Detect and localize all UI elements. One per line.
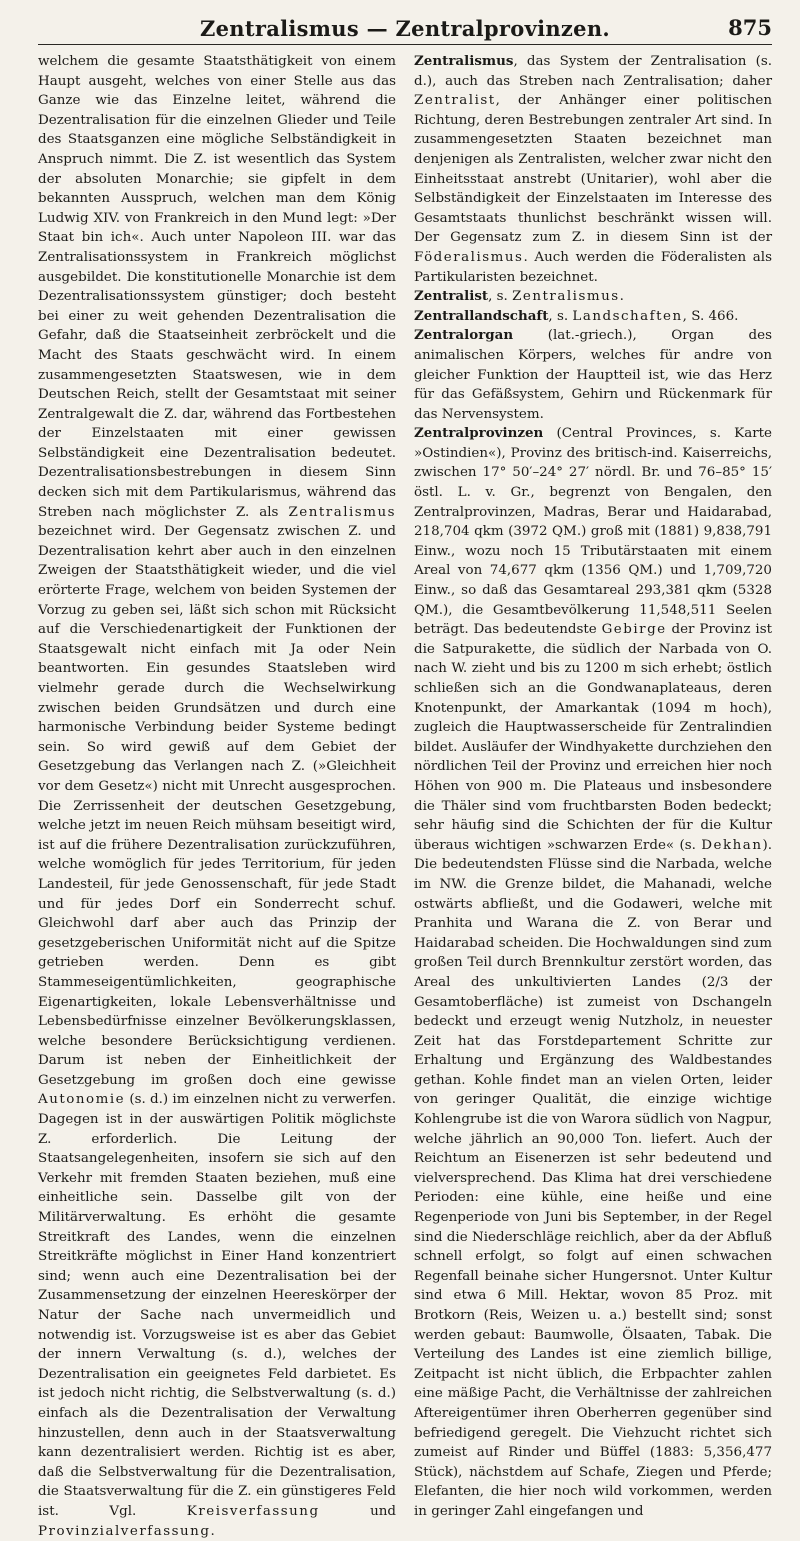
cross-reference: Provinzialverfassung (38, 1523, 211, 1539)
entry-zentralismus (414, 52, 772, 287)
text-run: der Provinz ist die Satpurakette, die südlich der Narbada von O. nach W. zieht und bis zu 1200 m sich erhebt; östlich schließen sich an die Gondwanaplateaus, deren Knotenpunkt, der Amarkantak (1094 m hoch), zugleich die Hauptwasserscheide für Zentralindien bildet. Ausläufer der Windhyakette durchziehen den nördlichen Teil der Provinz und erreichen hier noch Höhen von 900 m. Die Plateaus und insbesondere die Thäler sind vom fruchtbarsten Boden bedeckt; sehr häufig sind die Schichten der für die Kultur überaus wichtigen »schwarzen Erde« (s. (414, 622, 772, 853)
text-run: und (319, 1503, 396, 1519)
text-run: ). Die bedeutendsten Flüsse sind die Narbada, welche im NW. die Grenze bildet, die Mahanadi, welche ostwärts abfließt, und die Godaweri, welche mit Pranhita und Warana die Z. von Berar und Haidarabad scheiden. Die Hochwaldungen sind zum großen Teil durch Brennkultur zerstört worden, das Areal des unkultivierten Landes (2/3 der Gesamtoberfläche) ist zumeist von Dschangeln bedeckt und erzeugt wenig Nutzholz, in neuester Zeit hat das Forstdepartement Schritte zur Erhaltung und Ergänzung des Waldbestandes gethan. Kohle findet man an vielen Orten, leider von geringer Qualität, die einzige wichtige Kohlengrube ist die von Warora südlich von Nagpur, welche jährlich an 90,000 Ton. liefert. Auch der Reichtum an Eisenerzen ist sehr bedeutend und vielversprechend. Das Klima hat drei verschiedene Perioden: eine kühle, eine heiße und eine Regenperiode von Juni bis September, in der Regel sind die Niederschläge reichlich, aber da der Abfluß schnell erfolgt, so folgt auf einen schwachen Regenfall beinahe sicher Hungersnot. Unter Kultur sind etwa 6 Mill. Hektar, wovon 85 Proz. mit Brotkorn (Reis, Weizen u. a.) bestellt sind; sonst werden gebaut: Baumwolle, Ölsaaten, Tabak. Die Verteilung des Landes ist eine ziemlich billige, Zeitpacht ist nicht üblich, die Erbpachter zahlen eine mäßige Pacht, die Verhältnisse der zahlreichen Aftereigentümer ihren Oberherren gegenüber sind befriedigend geregelt. Die Viehzucht richtet sich zumeist auf Rinder und Büffel (1883: 5,356,477 Stück), nächstdem auf Schafe, Ziegen und Pferde; Elefanten, die hier noch wild vorkommen, werden in geringer Zahl eingefangen und (414, 837, 772, 1519)
entry-lemma: Zentralist (414, 288, 489, 305)
text-run: bezeichnet wird. Der Gegensatz zwischen Z. und Dezentralisation kehrt aber auch in den einzelnen Zweigen der Staatsthätigkeit wieder, und die viel erörterte Frage, welchem von beiden Systemen der Vorzug zu geben sei, läßt sich schon mit Rücksicht auf die Verschiedenartigkeit der Funktionen der Staatsgewalt nicht einfach mit Ja oder Nein beantworten. Ein gesundes Staatsleben wird vielmehr gerade durch die Wechselwirkung zwischen beiden Grundsätzen und durch eine harmonische Verbindung beider Systeme bedingt sein. So wird gewiß auf dem Gebiet der Gesetzgebung das Verlangen nach Z. (»Gleichheit vor dem Gesetz«) nicht mit Unrecht ausgesprochen. Die Zerrissenheit der deutschen Gesetzgebung, welche jetzt im neuen Reich mühsam beseitigt wird, ist auf die frühere Dezentralisation zurückzuführen, welche womöglich für jedes Territorium, für jeden Landesteil, für jede Genossenschaft, für jede Stadt und für jedes Dorf ein Sonderrecht schuf. Gleichwohl darf aber auch das Prinzip der gesetzgeberischen Uniformität nicht auf die Spitze getrieben werden. Denn es gibt Stammeseigentümlichkeiten, geographische Eigenartigkeiten, lokale Lebensverhältnisse und Lebensbedürfnisse einzelner Bevölkerungsklassen, welche besondere Berücksichtigung verdienen. Darum ist neben der Einheitlichkeit der Gesetzgebung im großen doch eine gewisse (38, 524, 396, 1088)
text-run: , das System der Zentralisation (s. d.), auch das Streben nach Zentralisation; daher (414, 54, 772, 89)
text-run: . Auch werden die Föderalisten als Partikularisten bezeichnet. (414, 249, 772, 285)
text-run: (s. d.) im einzelnen nicht zu verwerfen. Dagegen ist in der auswärtigen Politik möglichste Z. erforderlich. Die Leitung der Staatsangelegenheiten, insofern sie sich auf den Verkehr mit fremden Staaten beziehen, muß eine einheitliche sein. Dasselbe gilt von der Militärverwaltung. Es erhöht die gesamte Streitkraft des Landes, wenn die einzelnen Streitkräfte möglichst in Einer Hand konzentriert sind; wenn auch eine Dezentralisation bei der Zusammensetzung der einzelnen Heereskörper der Natur der Sache nach unvermeidlich und notwendig ist. Vorzugsweise ist es aber das Gebiet der innern Verwaltung (s. d.), welches der Dezentralisation ein geeignetes Feld darbietet. Es ist jedoch nicht richtig, die Selbstverwaltung (s. d.) einfach als die Dezentralisation der Verwaltung hinzustellen, denn auch in der Staatsverwaltung kann dezentralisiert werden. Richtig ist es aber, daß die Selbstverwaltung für die Dezentralisation, die Staatsverwaltung für die Z. ein günstigeres Feld ist. Vgl. (38, 1092, 397, 1519)
left-column (38, 52, 397, 1539)
spaced-term: Föderalismus (414, 249, 524, 265)
spaced-term: Gebirge (601, 622, 667, 638)
entry-lemma: Zentralprovinzen (414, 425, 544, 442)
entry-zentralorgan (414, 326, 772, 424)
entry-lemma: Zentrallandschaft (414, 307, 549, 324)
running-title: Zentralismus — Zentralprovinzen. (199, 16, 610, 41)
cross-reference: Kreisverfassung (186, 1503, 320, 1519)
text-run: , der Anhänger einer politischen Richtung, deren Bestrebungen zentraler Art sind. In zusammengesetzten Staaten bezeichnet man denjenigen als Zentralisten, welcher zwar nicht den Einheitsstaat anstrebt (Unitarier), wohl aber die Selbständigkeit der Einzelstaaten im Interesse des Gesamtstaats thunlichst beschränkt wissen will. Der Gegensatz zum Z. in diesem Sinn ist der (414, 93, 772, 246)
entry-lemma: Zentralorgan (414, 327, 514, 344)
right-column (414, 52, 772, 1519)
page-number: 875 (728, 15, 772, 40)
spaced-term: Zentralismus (288, 504, 396, 520)
entry-zentralist (414, 287, 772, 307)
text-run: welchem die gesamte Staatsthätigkeit von einem Haupt ausgeht, welches von einer Stelle aus das Ganze wie das Einzelne leitet, während die Dezentralisation für die einzelnen Glieder und Teile des Staatsganzen eine mögliche Selbständigkeit in Anspruch nimmt. Die Z. ist wesentlich das System der absoluten Monarchie; sie gipfelt in dem bekannten Ausspruch, welchen man dem König Ludwig XIV. von Frankreich in den Mund legt: »Der Staat bin ich«. Auch unter Napoleon III. war das Zentralisationssystem in Frankreich möglichst ausgebildet. Die konstitutionelle Monarchie ist dem Dezentralisationssystem günstiger; doch besteht bei einer zu weit gehenden Dezentralisation die Gefahr, daß die Staatseinheit zerbröckelt und die Macht des Staats geschwächt wird. In einem zusammengesetzten Staatswesen, wie in dem Deutschen Reich, stellt der Gesamtstaat mit seiner Zentralgewalt die Z. dar, während das Fortbestehen der Einzelstaaten mit einer gewissen Selbständigkeit eine Dezentralisation bedeutet. Dezentralisationsbestrebungen in diesem Sinn decken sich mit dem Partikularismus, während das Streben nach möglichster Z. als (38, 54, 396, 520)
cross-reference: Zentralismus (512, 289, 620, 305)
entry-zentralprovinzen (414, 424, 772, 1521)
text-run: . (210, 1523, 215, 1539)
text-run: , s. (488, 289, 513, 305)
page-header (38, 10, 772, 45)
text-run: , s. (548, 308, 573, 324)
text-run: (lat.-griech.), Organ des animalischen Körpers, welches für andre von gleicher Funktion der Hauptteil ist, wie das Herz für das Gefäßsystem, Gehirn und Rückenmark für das Nervensystem. (414, 328, 772, 422)
entry-zentrallandschaft (414, 307, 772, 327)
continued-paragraph (38, 52, 396, 1541)
text-run: , S. 466. (682, 308, 739, 324)
cross-reference: Landschaften (572, 308, 683, 324)
cross-reference: Dekhan (701, 837, 763, 853)
text-run: (Central Provinces, s. Karte »Ostindien«), Provinz des britisch-ind. Kaiserreichs, zwischen 17° 50′–24° 27′ nördl. Br. und 76–85° 15′ östl. L. v. Gr., begrenzt von Bengalen, den Zentralprovinzen, Madras, Berar und Haidarabad, 218,704 qkm (3972 QM.) groß mit (1881) 9,838,791 Einw., wozu noch 15 Tributärstaaten mit einem Areal von 74,677 qkm (1356 QM.) und 1,709,720 Einw., so daß das Gesamtareal 293,381 qkm (5328 QM.), die Gesamtbevölkerung 11,548,511 Seelen beträgt. Das bedeutendste (414, 426, 772, 638)
spaced-term: Zentralist (414, 93, 496, 109)
text-run: . (619, 289, 624, 305)
entry-lemma: Zentralismus (414, 53, 514, 69)
text-columns (38, 52, 772, 1539)
spaced-term: Autonomie (38, 1092, 126, 1108)
